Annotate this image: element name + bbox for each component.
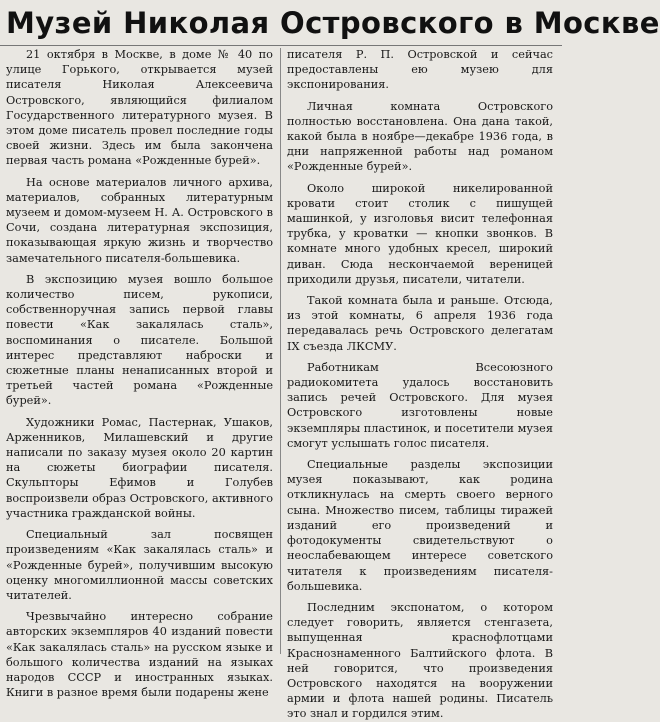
article-headline: Музей Николая Островского в Москве	[0, 0, 562, 46]
paragraph: Такой комната была и раньше. Отсюда, из этой комнаты, 6 апреля 1936 года передавалась речь Островского делегатам IX съезда ЛКСМУ.	[287, 294, 553, 353]
paragraph: Специальный зал посвящен произведениям «Как закалялась сталь» и «Рожденные бурей», получившим высокую оценку многомиллионной массы советских читателей.	[6, 528, 273, 602]
right-column	[287, 47, 553, 721]
paragraph: Личная комната Островского полностью восстановлена. Она дана такой, какой была в ноябре—декабре 1936 года, в дни напряженной работы над романом «Рожденные бурей».	[287, 99, 553, 174]
paragraph: В экспозицию музея вошло большое количество писем, рукописи, собственноручная запись первой главы повести «Как закалялась сталь», воспоминания о писателе. Большой интерес представляют наброски и сюжетные планы ненаписанных второй и третьей частей романа «Рожденные бурей».	[6, 272, 273, 408]
paragraph: Последним экспонатом, о котором следует говорить, является стенгазета, выпущенная краснофлотцами Краснознаменного Балтийского флота. В ней говорится, что произведения Островского находятся на вооружении армии и флота нашей родины. Писатель это знал и гордился этим.	[287, 600, 553, 721]
paragraph: Художники Ромас, Пастернак, Ушаков, Арженников, Милашевский и другие написали по заказу музея около 20 картин на сюжеты биографии писателя. Скульпторы Ефимов и Голубев воспроизвели образ Островского, активного участника гражданской войны.	[6, 415, 273, 520]
paragraph: Около широкой никелированной кровати стоит столик с пишущей машинкой, у изголовья висит телефонная трубка, у кроватки — кнопки звонков. В комнате много удобных кресел, широкий диван. Сюда нескончаемой вереницей приходили друзья, писатели, читатели.	[287, 181, 553, 286]
paragraph: 21 октября в Москве, в доме № 40 по улице Горького, открывается музей писателя Николая Алексеевича Островского, являющийся филиалом Государственного литературного музея. В этом доме писатель провел последние годы своей жизни. Здесь им была закончена первая часть романа «Рожденные бурей».	[6, 48, 273, 168]
paragraph-continuation: писателя Р. П. Островской и сейчас предоставлены ею музею для экспонирования.	[287, 48, 553, 92]
paragraph: На основе материалов личного архива, материалов, собранных литературным музеем и домом-музеем Н. А. Островского в Сочи, создана литературная экспозиция, показывающая яркую жизнь и творчество замечательного писателя-большевика.	[6, 175, 273, 265]
left-column	[6, 47, 273, 700]
paragraph: Чрезвычайно интересно собрание авторских экземпляров 40 изданий повести «Как закалялась сталь» на русском языке и большого количества изданий на языках народов СССР и иностранных языках. Книги в разное время были подарены жене	[6, 610, 273, 700]
paragraph: Работникам Всесоюзного радиокомитета удалось восстановить запись речей Островского. Для музея Островского изготовлены новые экземпляры пластинок, и посетители музея смогут услышать голос писателя.	[287, 360, 553, 450]
paragraph: Специальные разделы экспозиции музея показывают, как родина откликнулась на смерть своего верного сына. Множество писем, таблицы тиражей изданий его произведений и фотодокументы свидетельствуют о неослабевающем интересе советского читателя к произведениям писателя-большевика.	[287, 458, 553, 593]
column-divider	[280, 48, 281, 654]
